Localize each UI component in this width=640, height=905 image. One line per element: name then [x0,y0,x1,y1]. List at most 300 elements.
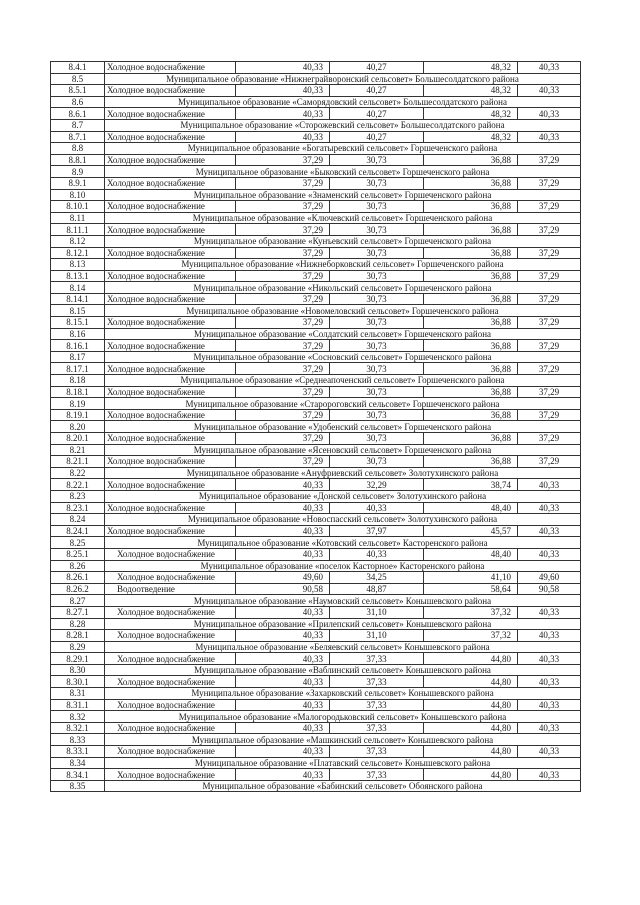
tariff-value-1: 37,29 [236,177,330,189]
tariff-value-2: 37,33 [330,769,424,781]
tariff-value-3: 36,88 [424,317,518,329]
tariff-value-4: 37,29 [518,224,581,236]
tariff-value-1: 37,29 [236,386,330,398]
row-number: 8.17 [51,351,105,363]
row-number: 8.6.1 [51,108,105,120]
municipality-header-row [51,305,581,317]
tariff-row [51,270,581,282]
tariff-value-4: 37,29 [518,317,581,329]
tariff-value-2: 48,87 [330,583,424,595]
municipality-title: Муниципальное образование «Наумовский сельсовет» Конышевского района [105,595,581,607]
service-name: Холодное водоснабжение [105,201,236,213]
service-name: Холодное водоснабжение [105,131,236,143]
row-number: 8.15 [51,305,105,317]
row-number: 8.6 [51,96,105,108]
tariff-value-4: 40,33 [518,479,581,491]
municipality-header-row [51,96,581,108]
tariff-value-1: 37,29 [236,270,330,282]
tariff-row [51,502,581,514]
tariff-value-1: 37,29 [236,201,330,213]
municipality-header-row [51,514,581,526]
municipality-title: Муниципальное образование «Котовский сельсовет» Касторенского района [105,537,581,549]
municipality-header-row [51,711,581,723]
service-name: Холодное водоснабжение [105,154,236,166]
service-name: Холодное водоснабжение [105,653,236,665]
row-number: 8.25.1 [51,548,105,560]
municipality-title: Муниципальное образование «Новомеловский сельсовет» Горшеченского района [105,305,581,317]
tariff-row [51,722,581,734]
municipality-header-row [51,780,581,792]
tariff-value-3: 36,88 [424,409,518,421]
tariff-value-4: 40,33 [518,676,581,688]
tariff-value-4: 40,33 [518,699,581,711]
tariff-table-body [51,62,581,792]
tariff-value-1: 37,29 [236,433,330,445]
municipality-header-row [51,73,581,85]
municipality-header-row [51,421,581,433]
row-number: 8.29.1 [51,653,105,665]
tariff-value-3: 58,64 [424,583,518,595]
tariff-value-2: 30,73 [330,247,424,259]
service-name: Холодное водоснабжение [105,62,236,74]
municipality-header-row [51,618,581,630]
row-number: 8.5.1 [51,85,105,97]
service-name: Холодное водоснабжение [105,85,236,97]
tariff-value-4: 40,33 [518,653,581,665]
municipality-header-row [51,328,581,340]
row-number: 8.27 [51,595,105,607]
tariff-value-2: 40,27 [330,108,424,120]
municipality-header-row [51,166,581,178]
row-number: 8.30.1 [51,676,105,688]
municipality-title: Муниципальное образование «Знаменский сельсовет» Горшеченского района [105,189,581,201]
tariff-value-1: 40,33 [236,630,330,642]
tariff-value-2: 37,33 [330,676,424,688]
service-name: Холодное водоснабжение [105,630,236,642]
municipality-title: Муниципальное образование «Саморядовский сельсовет» Большесолдатского района [105,96,581,108]
municipality-header-row [51,467,581,479]
tariff-row [51,85,581,97]
tariff-value-4: 37,29 [518,293,581,305]
municipality-title: Муниципальное образование «Удобенский сельсовет» Горшеченского района [105,421,581,433]
service-name: Холодное водоснабжение [105,108,236,120]
service-name: Холодное водоснабжение [105,433,236,445]
municipality-title: Муниципальное образование «Быковский сельсовет» Горшеченского района [105,166,581,178]
tariff-value-3: 48,32 [424,85,518,97]
tariff-value-3: 36,88 [424,177,518,189]
municipality-header-row [51,664,581,676]
tariff-value-2: 37,33 [330,653,424,665]
row-number: 8.26.1 [51,572,105,584]
municipality-header-row [51,282,581,294]
municipality-header-row [51,490,581,502]
municipality-header-row [51,595,581,607]
row-number: 8.24 [51,514,105,526]
service-name: Холодное водоснабжение [105,746,236,758]
row-number: 8.22.1 [51,479,105,491]
service-name: Холодное водоснабжение [105,699,236,711]
service-name: Холодное водоснабжение [105,502,236,514]
tariff-value-2: 40,33 [330,548,424,560]
tariff-table [50,61,581,792]
tariff-row [51,154,581,166]
tariff-value-2: 30,73 [330,177,424,189]
service-name: Холодное водоснабжение [105,247,236,259]
tariff-value-3: 44,80 [424,722,518,734]
tariff-value-3: 36,88 [424,456,518,468]
tariff-value-4: 40,33 [518,502,581,514]
tariff-document [50,61,580,792]
tariff-value-1: 49,60 [236,572,330,584]
row-number: 8.23 [51,490,105,502]
tariff-value-3: 36,88 [424,247,518,259]
tariff-value-3: 36,88 [424,270,518,282]
municipality-header-row [51,351,581,363]
row-number: 8.7 [51,119,105,131]
service-name: Холодное водоснабжение [105,769,236,781]
tariff-row [51,746,581,758]
tariff-value-1: 37,29 [236,456,330,468]
tariff-value-2: 32,29 [330,479,424,491]
tariff-value-3: 36,88 [424,433,518,445]
municipality-title: Муниципальное образование «Беляевский сельсовет» Конышевского района [105,641,581,653]
tariff-value-3: 44,80 [424,699,518,711]
row-number: 8.34 [51,757,105,769]
municipality-header-row [51,734,581,746]
tariff-value-3: 44,80 [424,676,518,688]
tariff-value-3: 44,80 [424,746,518,758]
row-number: 8.17.1 [51,363,105,375]
tariff-value-1: 37,29 [236,363,330,375]
tariff-value-1: 40,33 [236,62,330,74]
municipality-title: Муниципальное образование «Солдатский сельсовет» Горшеченского района [105,328,581,340]
municipality-title: Муниципальное образование «Старороговский сельсовет» Горшеченского района [105,398,581,410]
row-number: 8.8.1 [51,154,105,166]
municipality-header-row [51,212,581,224]
tariff-value-4: 37,29 [518,409,581,421]
tariff-value-1: 37,29 [236,317,330,329]
municipality-header-row [51,537,581,549]
tariff-value-2: 37,33 [330,746,424,758]
row-number: 8.33.1 [51,746,105,758]
municipality-header-row [51,398,581,410]
tariff-row [51,630,581,642]
row-number: 8.21 [51,444,105,456]
tariff-row [51,433,581,445]
service-name: Холодное водоснабжение [105,363,236,375]
municipality-header-row [51,444,581,456]
tariff-value-4: 40,33 [518,62,581,74]
tariff-value-2: 40,33 [330,502,424,514]
municipality-title: Муниципальное образование «Захарковский сельсовет» Конышевского района [105,688,581,700]
tariff-value-2: 31,10 [330,606,424,618]
service-name: Холодное водоснабжение [105,409,236,421]
tariff-value-3: 44,80 [424,653,518,665]
tariff-value-2: 30,73 [330,270,424,282]
municipality-title: Муниципальное образование «Нижнеборковский сельсовет» Горшеченского района [105,259,581,271]
municipality-title: Муниципальное образование «Новоспасский сельсовет» Золотухинского района [105,514,581,526]
tariff-value-1: 37,29 [236,224,330,236]
tariff-value-3: 36,88 [424,201,518,213]
tariff-value-1: 37,29 [236,247,330,259]
municipality-title: Муниципальное образование «Богатыревский сельсовет» Горшеченского района [105,143,581,155]
row-number: 8.26 [51,560,105,572]
tariff-value-1: 40,33 [236,676,330,688]
row-number: 8.30 [51,664,105,676]
tariff-value-3: 45,57 [424,525,518,537]
row-number: 8.11.1 [51,224,105,236]
tariff-value-2: 30,73 [330,386,424,398]
tariff-value-1: 40,33 [236,746,330,758]
tariff-row [51,409,581,421]
row-number: 8.14 [51,282,105,294]
row-number: 8.13 [51,259,105,271]
tariff-value-1: 37,29 [236,409,330,421]
tariff-value-3: 36,88 [424,363,518,375]
tariff-value-4: 90,58 [518,583,581,595]
tariff-value-2: 37,33 [330,722,424,734]
tariff-value-4: 37,29 [518,270,581,282]
tariff-value-2: 30,73 [330,340,424,352]
row-number: 8.18.1 [51,386,105,398]
service-name: Холодное водоснабжение [105,676,236,688]
tariff-row [51,224,581,236]
tariff-row [51,699,581,711]
tariff-value-1: 40,33 [236,108,330,120]
tariff-value-2: 30,73 [330,363,424,375]
tariff-value-2: 30,73 [330,409,424,421]
tariff-value-3: 48,32 [424,131,518,143]
municipality-title: Муниципальное образование «Прилепский сельсовет» Конышевского района [105,618,581,630]
row-number: 8.31.1 [51,699,105,711]
tariff-value-3: 37,32 [424,606,518,618]
tariff-value-1: 40,33 [236,525,330,537]
row-number: 8.19 [51,398,105,410]
tariff-value-1: 90,58 [236,583,330,595]
tariff-row [51,293,581,305]
tariff-value-4: 37,29 [518,340,581,352]
row-number: 8.16.1 [51,340,105,352]
tariff-value-2: 30,73 [330,317,424,329]
tariff-value-4: 40,33 [518,630,581,642]
tariff-row [51,572,581,584]
row-number: 8.27.1 [51,606,105,618]
tariff-row [51,340,581,352]
service-name: Холодное водоснабжение [105,456,236,468]
service-name: Холодное водоснабжение [105,177,236,189]
municipality-title: Муниципальное образование «Малогородьковский сельсовет» Конышевского района [105,711,581,723]
tariff-row [51,62,581,74]
tariff-value-4: 40,33 [518,606,581,618]
tariff-value-3: 36,88 [424,154,518,166]
tariff-value-3: 36,88 [424,293,518,305]
tariff-value-2: 37,97 [330,525,424,537]
tariff-value-4: 40,33 [518,746,581,758]
tariff-value-3: 37,32 [424,630,518,642]
tariff-value-2: 30,73 [330,433,424,445]
row-number: 8.32 [51,711,105,723]
tariff-value-2: 30,73 [330,201,424,213]
tariff-value-1: 37,29 [236,293,330,305]
service-name: Холодное водоснабжение [105,479,236,491]
tariff-value-4: 37,29 [518,177,581,189]
row-number: 8.29 [51,641,105,653]
row-number: 8.12.1 [51,247,105,259]
tariff-value-2: 30,73 [330,293,424,305]
row-number: 8.9 [51,166,105,178]
tariff-row [51,525,581,537]
tariff-value-4: 49,60 [518,572,581,584]
tariff-row [51,583,581,595]
tariff-value-1: 40,33 [236,131,330,143]
tariff-value-4: 40,33 [518,769,581,781]
tariff-value-4: 40,33 [518,722,581,734]
municipality-header-row [51,560,581,572]
tariff-value-2: 34,25 [330,572,424,584]
row-number: 8.24.1 [51,525,105,537]
municipality-title: Муниципальное образование «Среднеапоченский сельсовет» Горшеченского района [105,375,581,387]
row-number: 8.26.2 [51,583,105,595]
row-number: 8.20.1 [51,433,105,445]
tariff-value-4: 40,33 [518,85,581,97]
tariff-value-4: 40,33 [518,525,581,537]
tariff-row [51,676,581,688]
tariff-value-2: 30,73 [330,224,424,236]
tariff-value-3: 44,80 [424,769,518,781]
municipality-title: Муниципальное образование «Нижнеграйворонский сельсовет» Большесолдатского района [105,73,581,85]
municipality-title: Муниципальное образование «Ваблинский сельсовет» Конышевского района [105,664,581,676]
municipality-title: Муниципальное образование «Сторожевский сельсовет» Большесолдатского района [105,119,581,131]
tariff-value-1: 37,29 [236,154,330,166]
tariff-value-3: 36,88 [424,340,518,352]
service-name: Холодное водоснабжение [105,548,236,560]
tariff-value-1: 40,33 [236,653,330,665]
municipality-header-row [51,143,581,155]
tariff-row [51,548,581,560]
tariff-value-3: 41,10 [424,572,518,584]
tariff-value-3: 36,88 [424,386,518,398]
service-name: Холодное водоснабжение [105,722,236,734]
tariff-value-4: 37,29 [518,363,581,375]
tariff-value-4: 37,29 [518,433,581,445]
tariff-value-2: 40,27 [330,62,424,74]
service-name: Холодное водоснабжение [105,293,236,305]
tariff-row [51,456,581,468]
municipality-title: Муниципальное образование «Бабинский сельсовет» Обоянского района [105,780,581,792]
tariff-row [51,131,581,143]
service-name: Холодное водоснабжение [105,572,236,584]
row-number: 8.12 [51,235,105,247]
tariff-value-4: 37,29 [518,247,581,259]
municipality-header-row [51,119,581,131]
row-number: 8.7.1 [51,131,105,143]
row-number: 8.32.1 [51,722,105,734]
tariff-row [51,363,581,375]
tariff-value-4: 37,29 [518,201,581,213]
tariff-value-2: 30,73 [330,154,424,166]
row-number: 8.25 [51,537,105,549]
service-name: Холодное водоснабжение [105,317,236,329]
tariff-value-3: 48,32 [424,108,518,120]
service-name: Холодное водоснабжение [105,340,236,352]
tariff-value-4: 37,29 [518,386,581,398]
row-number: 8.34.1 [51,769,105,781]
row-number: 8.13.1 [51,270,105,282]
municipality-header-row [51,757,581,769]
row-number: 8.10 [51,189,105,201]
tariff-value-2: 30,73 [330,456,424,468]
municipality-title: Муниципальное образование «Никольский сельсовет» Горшеченского района [105,282,581,294]
row-number: 8.28 [51,618,105,630]
row-number: 8.31 [51,688,105,700]
municipality-header-row [51,688,581,700]
service-name: Холодное водоснабжение [105,525,236,537]
service-name: Холодное водоснабжение [105,224,236,236]
row-number: 8.21.1 [51,456,105,468]
row-number: 8.9.1 [51,177,105,189]
municipality-header-row [51,259,581,271]
row-number: 8.8 [51,143,105,155]
tariff-row [51,769,581,781]
tariff-value-4: 40,33 [518,548,581,560]
municipality-title: Муниципальное образование «Ануфриевский сельсовет» Золотухинского района [105,467,581,479]
row-number: 8.22 [51,467,105,479]
municipality-header-row [51,375,581,387]
tariff-value-1: 40,33 [236,699,330,711]
tariff-row [51,177,581,189]
tariff-value-3: 38,74 [424,479,518,491]
row-number: 8.5 [51,73,105,85]
tariff-value-4: 40,33 [518,108,581,120]
tariff-row [51,653,581,665]
row-number: 8.15.1 [51,317,105,329]
tariff-row [51,247,581,259]
tariff-value-4: 40,33 [518,131,581,143]
tariff-value-3: 48,32 [424,62,518,74]
row-number: 8.20 [51,421,105,433]
tariff-row [51,606,581,618]
row-number: 8.16 [51,328,105,340]
row-number: 8.11 [51,212,105,224]
row-number: 8.19.1 [51,409,105,421]
tariff-value-1: 40,33 [236,769,330,781]
municipality-title: Муниципальное образование «Ясеновский сельсовет» Горшеченского района [105,444,581,456]
service-name: Водоотведение [105,583,236,595]
tariff-value-3: 36,88 [424,224,518,236]
row-number: 8.23.1 [51,502,105,514]
tariff-row [51,108,581,120]
tariff-value-1: 40,33 [236,502,330,514]
municipality-title: Муниципальное образование «Машкинский сельсовет» Конышевского района [105,734,581,746]
tariff-row [51,479,581,491]
tariff-value-1: 40,33 [236,479,330,491]
tariff-row [51,317,581,329]
tariff-value-3: 48,40 [424,502,518,514]
municipality-title: Муниципальное образование «Сосновский сельсовет» Горшеченского района [105,351,581,363]
municipality-title: Муниципальное образование «Донской сельсовет» Золотухинского района [105,490,581,502]
row-number: 8.14.1 [51,293,105,305]
row-number: 8.28.1 [51,630,105,642]
tariff-value-2: 40,27 [330,85,424,97]
row-number: 8.33 [51,734,105,746]
row-number: 8.4.1 [51,62,105,74]
service-name: Холодное водоснабжение [105,606,236,618]
municipality-title: Муниципальное образование «Платавский сельсовет» Конышевского района [105,757,581,769]
tariff-value-1: 40,33 [236,548,330,560]
tariff-row [51,386,581,398]
tariff-value-1: 40,33 [236,85,330,97]
municipality-title: Муниципальное образование «поселок Касторное» Касторенского района [105,560,581,572]
